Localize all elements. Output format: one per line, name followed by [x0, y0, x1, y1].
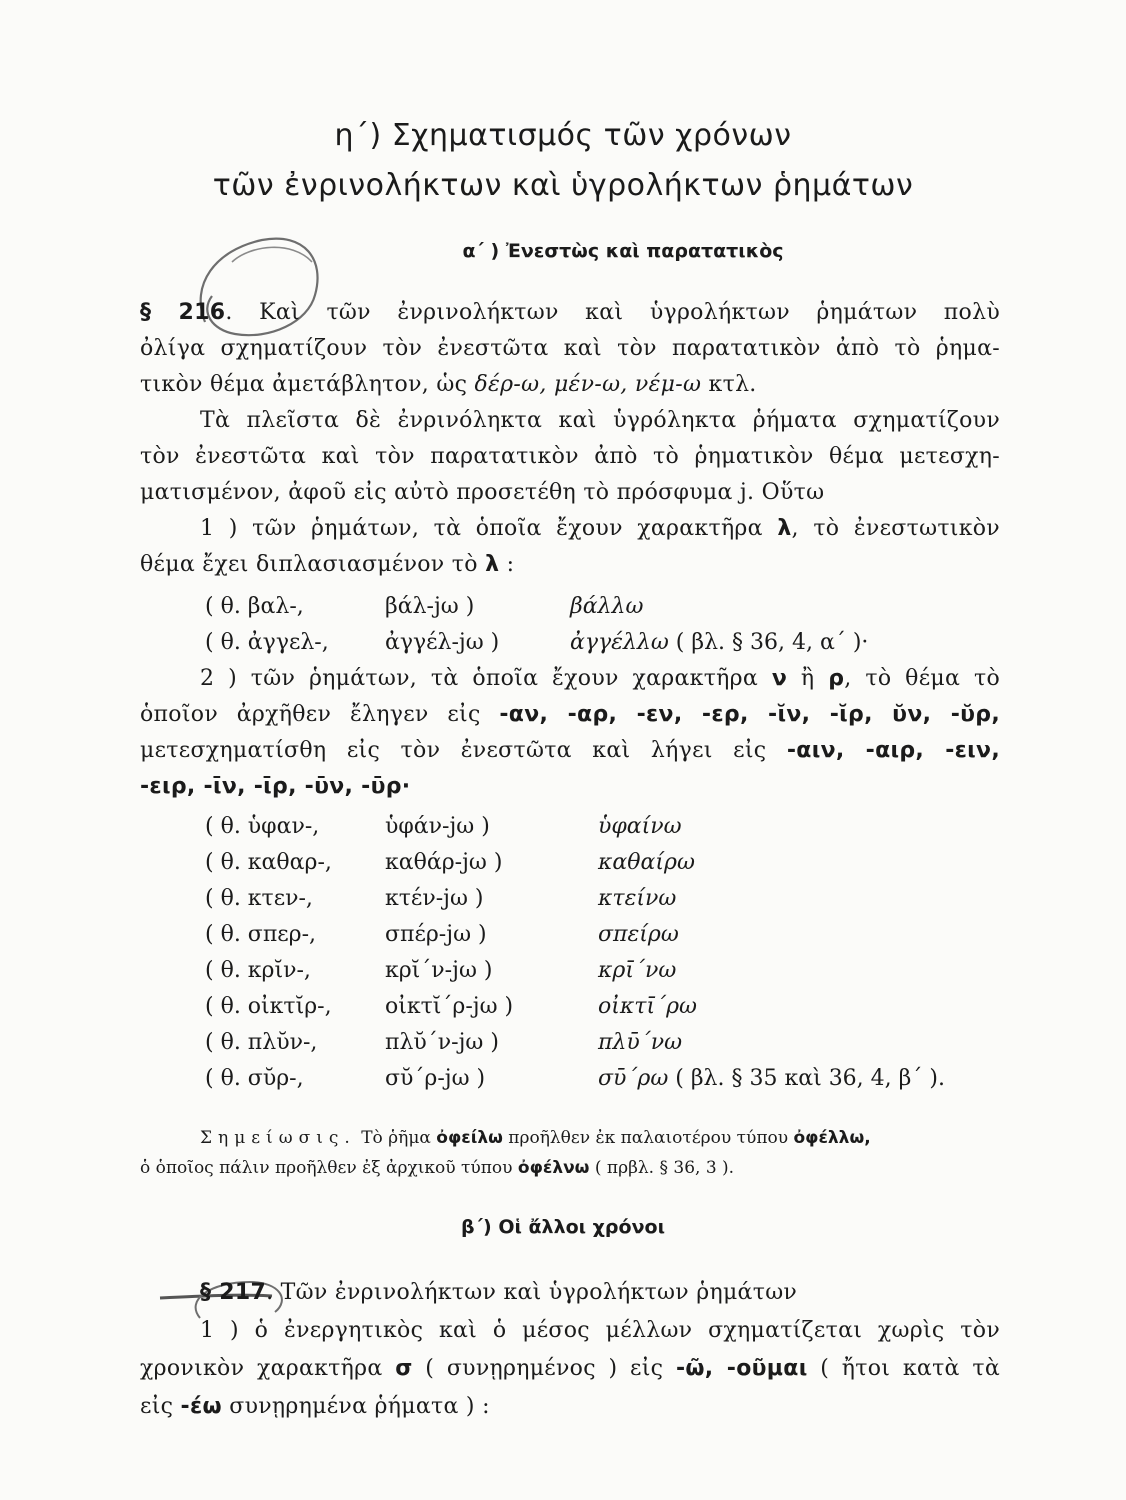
bold-endings: -αιν, -αιρ, -ειν, — [786, 738, 1000, 763]
section-number-217: § 217 — [200, 1280, 267, 1305]
present-form: ἀγγέλλω — [570, 630, 669, 655]
p216-line-8 — [140, 552, 1000, 577]
text: . Τῶν ἐνρινολήκτων καὶ ὑγρολήκτων ῥημάτων — [266, 1280, 798, 1305]
heading-line-2: τῶν ἐνρινολήκτων καὶ ὑγρολήκτων ῥημάτων — [212, 168, 914, 203]
p216-line-4: Τὰ πλεῖστα δὲ ἐνρινόληκτα καὶ ὑγρόληκτα ῥήματα σχηματίζουν — [200, 408, 1000, 433]
stem-cell: ( θ. σπερ-, — [205, 922, 317, 947]
text: ἢ — [787, 666, 829, 691]
bold-word: ὀφέλλω, — [793, 1128, 871, 1148]
subheading-a: α΄ ) Ἐνεστὼς καὶ παρατατικὸς — [462, 240, 784, 262]
bold-endings: -ῶ, -οῦμαι — [675, 1356, 808, 1381]
present-form: πλῡ΄νω — [598, 1030, 683, 1055]
bold-ending: -έω — [180, 1394, 222, 1419]
text: εἰς — [140, 1394, 181, 1419]
bold-letter: σ — [395, 1356, 413, 1381]
form-cell: κτέν-jω ) — [385, 886, 484, 911]
text: χρονικὸν χαρακτῆρα — [140, 1356, 396, 1381]
bold-word: ὀφείλω — [436, 1128, 503, 1148]
p217-line-1 — [200, 1280, 1000, 1305]
p216-line-5: τὸν ἐνεστῶτα καὶ τὸν παρατατικὸν ἀπὸ τὸ ῥηματικὸν θέμα μετεσχη- — [140, 444, 1000, 469]
text: προῆλθεν ἐκ παλαιοτέρου τύπου — [502, 1128, 794, 1148]
text: τικὸν θέμα ἀμετάβλητον, ὡς — [140, 372, 475, 397]
stem-cell: ( θ. κτεν-, — [205, 886, 313, 911]
form-cell: οἰκτῐ΄ρ-jω ) — [385, 994, 514, 1019]
text: ὁ ὁποῖος πάλιν προῆλθεν ἐξ ἀρχικοῦ τύπου — [140, 1158, 518, 1178]
p217-line-3 — [140, 1356, 1000, 1381]
present-form: σῡ΄ρω — [598, 1066, 669, 1091]
present-form: ὑφαίνω — [598, 814, 682, 839]
stem-cell: ( θ. σῠρ-, — [205, 1066, 304, 1091]
text: μετεσχηματίσθη εἰς τὸν ἐνεστῶτα καὶ λήγει εἰς — [140, 738, 787, 763]
section-number-216: § 216 — [140, 300, 226, 325]
p2-line-3 — [140, 738, 1000, 763]
stem-cell: ( θ. ἀγγελ-, — [205, 630, 329, 655]
stem-cell: ( θ. καθαρ-, — [205, 850, 332, 875]
note-line-2 — [140, 1158, 1000, 1178]
p216-line-3 — [140, 372, 1000, 397]
text: ( ἤτοι κατὰ τὰ — [807, 1356, 1000, 1381]
present-cell — [598, 886, 676, 911]
form-cell: σῠ΄ρ-jω ) — [385, 1066, 486, 1091]
form-cell: κρῐ΄ν-jω ) — [385, 958, 493, 983]
form-cell: βάλ-jω ) — [385, 594, 475, 619]
note-line-1 — [200, 1128, 1000, 1148]
bold-endings: -αν, -αρ, -εν, -ερ, -ῐν, -ῐρ, ῠν, -ῠρ, — [499, 702, 1000, 727]
text: συνῃρημένα ῥήματα ) : — [221, 1394, 490, 1419]
stem-cell: ( θ. βαλ-, — [205, 594, 304, 619]
stem-cell: ( θ. κρῐν-, — [205, 958, 311, 983]
text: ( πρβλ. § 36, 3 ). — [589, 1158, 735, 1178]
present-cell — [570, 630, 868, 655]
note-label: Σημείωσις. — [200, 1128, 356, 1148]
bold-letter: ρ — [828, 666, 845, 691]
present-cell — [598, 958, 676, 983]
present-cell — [598, 994, 697, 1019]
bold-letter: ν — [771, 666, 788, 691]
reference: ( βλ. § 35 καὶ 36, 4, β΄ ). — [668, 1066, 945, 1091]
text: 2 ) τῶν ῥημάτων, τὰ ὁποῖα ἔχουν χαρακτῆρα — [200, 666, 772, 691]
p2-line-4: -ειρ, -ῑν, -ῑρ, -ῡν, -ῡρ· — [140, 774, 411, 799]
p216-line-6: ματισμένον, ἀφοῦ εἰς αὐτὸ προσετέθη τὸ πρόσφυμα j. Οὕτω — [140, 480, 825, 505]
text: κτλ. — [701, 372, 757, 397]
form-cell: ὑφάν-jω ) — [385, 814, 490, 839]
form-cell: ἀγγέλ-jω ) — [385, 630, 500, 655]
present-form: κτείνω — [598, 886, 677, 911]
form-cell: πλῠ΄ν-jω ) — [385, 1030, 499, 1055]
present-form: κρῑ΄νω — [598, 958, 677, 983]
bold-letter: λ — [485, 552, 500, 577]
form-cell: σπέρ-jω ) — [385, 922, 487, 947]
text: : — [499, 552, 515, 577]
text: , τὸ ἐνεστωτικὸν — [791, 516, 1000, 541]
present-cell: βάλλω — [570, 594, 644, 619]
subheading-b: β΄) Οἱ ἄλλοι χρόνοι — [461, 1216, 665, 1238]
text: θέμα ἔχει διπλασιασμένον τὸ — [140, 552, 486, 577]
text: 1 ) τῶν ῥημάτων, τὰ ὁποῖα ἔχουν χαρακτῆρα — [200, 516, 778, 541]
p216-line-2: ὀλίγα σχηματίζουν τὸν ἐνεστῶτα καὶ τὸν παρατατικὸν ἀπὸ τὸ ῥημα- — [140, 336, 1000, 361]
bold-letter: λ — [777, 516, 792, 541]
reference: ( βλ. § 36, 4, α΄ )· — [668, 630, 869, 655]
present-form: καθαίρω — [598, 850, 695, 875]
p2-line-2 — [140, 702, 1000, 727]
present-cell — [598, 1066, 945, 1091]
p217-line-2: 1 ) ὁ ἐνεργητικὸς καὶ ὁ μέσος μέλλων σχηματίζεται χωρὶς τὸν — [200, 1318, 1000, 1343]
stem-cell: ( θ. πλῠν-, — [205, 1030, 318, 1055]
p216-line-1 — [140, 300, 1000, 325]
stem-cell: ( θ. οἰκτῐρ-, — [205, 994, 332, 1019]
p2-line-1 — [200, 666, 1000, 691]
text: , τὸ θέμα τὸ — [844, 666, 1000, 691]
heading-line-1: η΄) Σχηματισμός τῶν χρόνων — [334, 118, 792, 153]
present-form: σπείρω — [598, 922, 679, 947]
text: ( συνῃρημένος ) εἰς — [412, 1356, 676, 1381]
present-cell — [598, 814, 682, 839]
p216-text: . Καὶ τῶν ἐνρινολήκτων καὶ ὑγρολήκτων ῥημάτων πολὺ — [225, 300, 1000, 325]
present-form: οἰκτῑ΄ρω — [598, 994, 697, 1019]
text: ὁποῖον ἀρχῆθεν ἔληγεν εἰς — [140, 702, 500, 727]
stem-cell: ( θ. ὑφαν-, — [205, 814, 320, 839]
form-cell: καθάρ-jω ) — [385, 850, 503, 875]
bold-word: ὀφέλνω — [517, 1158, 590, 1178]
p217-line-4 — [140, 1394, 1000, 1419]
example-verbs: δέρ-ω, μέν-ω, νέμ-ω — [474, 372, 702, 397]
text: Τὸ ῥῆμα — [355, 1128, 437, 1148]
present-cell — [598, 1030, 682, 1055]
present-cell — [598, 850, 695, 875]
p216-line-7 — [200, 516, 1000, 541]
present-cell — [598, 922, 679, 947]
